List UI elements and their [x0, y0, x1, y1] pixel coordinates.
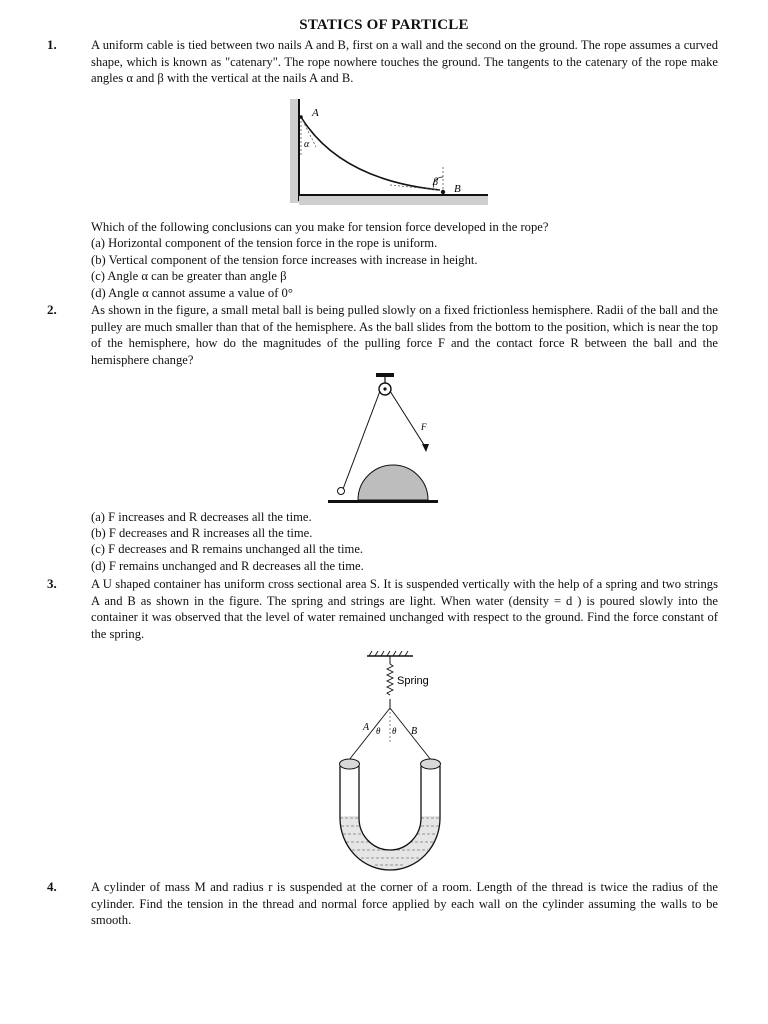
- label-theta-left: θ: [376, 726, 381, 736]
- question-4-number: 4.: [47, 879, 57, 894]
- question-3-text: A U shaped container has uniform cross sectional area S. It is suspended vertically with the help of a spring and two strings A and B as shown in the figure. The spring and strings are light. When water (density = d ) is poured slowly into the container it was observed that the level of water remained unchanged with respect to the ground. Find the force constant of the spring.: [91, 577, 718, 641]
- label-theta-right: θ: [392, 726, 397, 736]
- question-1-number: 1.: [47, 37, 57, 52]
- question-1-option-b: (b) Vertical component of the tension force increases with increase in height.: [91, 253, 478, 267]
- question-1-option-c: (c) Angle α can be greater than angle β: [91, 269, 287, 283]
- question-1-option-a: (a) Horizontal component of the tension force in the rope is uniform.: [91, 236, 438, 250]
- question-2-text: As shown in the figure, a small metal ball is being pulled slowly on a fixed frictionless hemisphere. Radii of the ball and the pulley are much smaller than that of the hemisphere. As the ball slides from the bottom to the position, which is near the top of the hemisphere, how do the magnitudes of the pulling force F and the contact force R between the ball and the hemisphere change?: [91, 303, 718, 367]
- label-b: B: [411, 726, 418, 737]
- question-2-option-c: (c) F decreases and R remains unchanged all the time.: [91, 542, 364, 556]
- question-1-option-d: (d) Angle α cannot assume a value of 0°: [91, 286, 293, 300]
- label-spring: Spring: [397, 675, 429, 687]
- hemisphere-figure: [320, 370, 450, 510]
- label-alpha: α: [304, 139, 310, 150]
- question-1-text: A uniform cable is tied between two nails A and B, first on a wall and the second on the ground. The rope assumes a curved shape, which is known as "catenary". The rope nowhere touches the ground. The tangents to the catenary of the rope make angles α and β with the vertical at the nails A and B.: [91, 38, 718, 86]
- label-b: B: [454, 183, 461, 195]
- label-beta: β: [433, 177, 438, 188]
- label-force: F: [421, 422, 427, 432]
- label-a: A: [363, 722, 370, 733]
- u-container-figure: [325, 648, 455, 873]
- question-2-option-b: (b) F decreases and R increases all the time.: [91, 526, 313, 540]
- label-a: A: [312, 107, 319, 119]
- page-title: STATICS OF PARTICLE: [299, 17, 469, 33]
- question-2-option-d: (d) F remains unchanged and R decreases all the time.: [91, 559, 364, 573]
- question-3-number: 3.: [47, 576, 57, 591]
- catenary-figure: [290, 95, 490, 210]
- question-1-prompt: Which of the following conclusions can you make for tension force developed in the rope?: [91, 220, 549, 234]
- question-2-number: 2.: [47, 302, 57, 317]
- question-4-text: A cylinder of mass M and radius r is suspended at the corner of a room. Length of the thread is twice the radius of the cylinder. Find the tension in the thread and normal force applied by each wall on the cylinder assuming the walls to be smooth.: [91, 880, 718, 928]
- question-2-option-a: (a) F increases and R decreases all the time.: [91, 510, 312, 524]
